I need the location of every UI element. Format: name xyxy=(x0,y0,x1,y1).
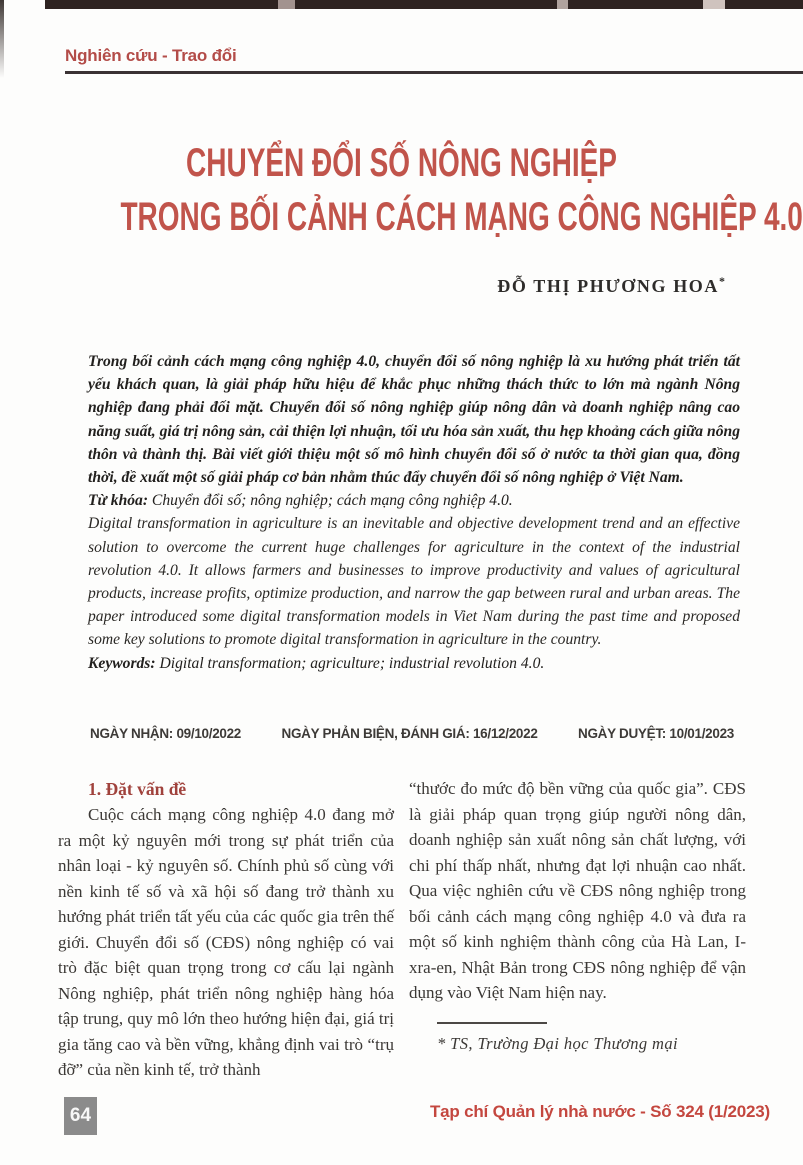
keywords-vietnamese-line xyxy=(88,489,740,512)
keywords-english-value: Digital transformation; agriculture; industrial revolution 4.0. xyxy=(155,654,545,672)
keywords-vietnamese-value: Chuyển đổi số; nông nghiệp; cách mạng công nghiệp 4.0. xyxy=(148,492,513,510)
footnote-text: * TS, Trường Đại học Thương mại xyxy=(437,1033,678,1053)
body-columns xyxy=(58,776,746,1083)
article-title-line2: TRONG BỐI CẢNH CÁCH MẠNG CÔNG NGHIỆP 4.0 xyxy=(120,195,803,239)
footnote xyxy=(437,1022,746,1057)
body-paragraph-left: Cuộc cách mạng công nghiệp 4.0 đang mở ra một kỷ nguyên mới trong sự phát triển của nhân loại - kỷ nguyên số. Chính phủ số cùng với nền kinh tế số và xã hội số đang trở thành xu hướng phát triển tất yếu của các quốc gia trên thế giới. Chuyển đổi số (CĐS) nông nghiệp có vai trò đặc biệt quan trọng trong cơ cấu lại ngành Nông nghiệp, phát triển nông nghiệp hàng hóa tập trung, quy mô lớn theo hướng hiện đại, giá trị gia tăng cao và bền vững, khẳng định vai trò “trụ đỡ” của nền kinh tế, trở thành xyxy=(58,805,394,1079)
date-approved: NGÀY DUYỆT: 10/01/2023 xyxy=(578,726,734,741)
journal-issue-line: Tạp chí Quản lý nhà nước - Số 324 (1/2023) xyxy=(429,1102,770,1121)
header-rule xyxy=(65,71,803,74)
section-label: Nghiên cứu - Trao đổi xyxy=(65,46,237,65)
page-number-badge: 64 xyxy=(64,1097,97,1135)
body-column-right xyxy=(409,776,746,1083)
abstract-english: Digital transformation in agriculture is an inevitable and objective development trend and an effective solution to overcome the current huge challenges for agriculture in the context of the industrial revolution 4.0. It allows farmers and businesses to improve productivity and values of agricultural products, increase profits, optimize production, and narrow the gap between rural and urban areas. The paper introduced some digital transformation models in Viet Nam during the past time and proposed some key solutions to promote digital transformation in agriculture in the country. xyxy=(88,515,740,649)
body-column-left xyxy=(58,776,394,1083)
body-paragraph-right: “thước đo mức độ bền vững của quốc gia”. CĐS là giải pháp quan trọng giúp người nông dân, doanh nghiệp sản xuất nông sản chất lượng, với chi phí thấp nhất, nhưng đạt lợi nhuận cao nhất. Qua việc nghiên cứu về CĐS nông nghiệp trong bối cảnh cách mạng công nghiệp 4.0 và đưa ra một số kinh nghiệm thành công của Hà Lan, I-xra-en, Nhật Bản trong CĐS nông nghiệp để vận dụng vào Việt Nam hiện nay. xyxy=(409,779,746,1002)
scan-edge-artifact xyxy=(0,0,4,78)
keywords-vietnamese-label: Từ khóa: xyxy=(88,492,149,510)
author-name: ĐỖ THỊ PHƯƠNG HOA xyxy=(497,276,719,296)
abstract-vietnamese: Trong bối cảnh cách mạng công nghiệp 4.0, chuyển đổi số nông nghiệp là xu hướng phát triển tất yếu khách quan, là giải pháp hữu hiệu để khắc phục những thách thức to lớn mà ngành Nông nghiệp đang phải đối mặt. Chuyển đổi số nông nghiệp giúp nông dân và doanh nghiệp nâng cao năng suất, giá trị nông sản, cải thiện lợi nhuận, tối ưu hóa sản xuất, thu hẹp khoảng cách giữa nông thôn và thành thị. Bài viết giới thiệu một số mô hình chuyển đổi số ở nước ta thời gian qua, đồng thời, đề xuất một số giải pháp cơ bản nhằm thúc đẩy chuyển đổi số nông nghiệp ở Việt Nam. xyxy=(88,353,740,487)
abstract-block xyxy=(88,350,740,675)
keywords-english-label: Keywords: xyxy=(88,654,156,672)
author-footnote-marker: * xyxy=(719,274,725,288)
keywords-english-line xyxy=(88,652,740,675)
section-heading-1: 1. Đặt vấn đề xyxy=(88,779,187,799)
top-decorative-bar xyxy=(45,0,803,9)
footnote-rule xyxy=(437,1022,547,1024)
date-reviewed: NGÀY PHẢN BIỆN, ĐÁNH GIÁ: 16/12/2022 xyxy=(281,726,538,741)
article-title xyxy=(0,136,803,244)
date-received: NGÀY NHẬN: 09/10/2022 xyxy=(90,726,242,741)
review-dates-row xyxy=(90,726,734,741)
author-line xyxy=(497,274,725,297)
article-title-line1: CHUYỂN ĐỔI SỐ NÔNG NGHIỆP xyxy=(186,141,617,185)
